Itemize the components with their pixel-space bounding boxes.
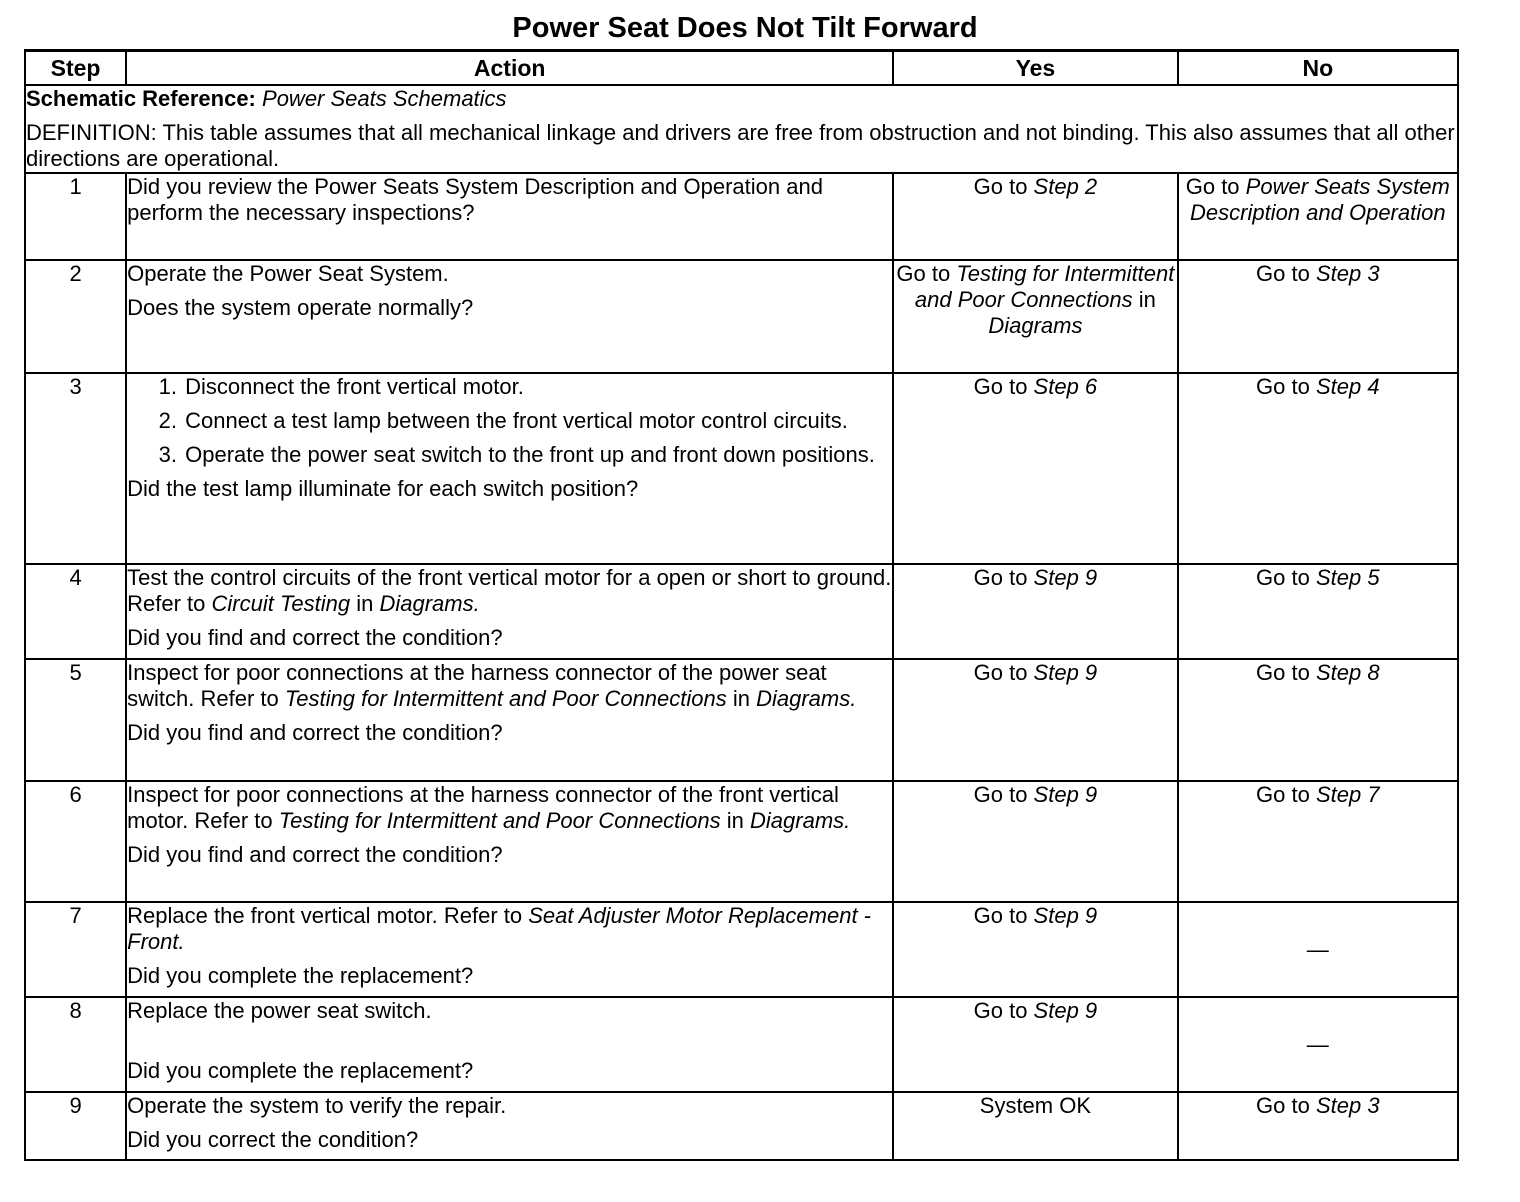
action-cell [126, 997, 893, 1092]
yes-link[interactable]: Step 9 [1033, 782, 1098, 807]
action-question: Did the test lamp illuminate for each switch position? [127, 476, 639, 501]
action-text [127, 565, 892, 617]
action-text-body: Inspect for poor connections at the harness connector of the power seat switch. Refer to [127, 660, 827, 711]
yes-prefix: Go to [973, 782, 1034, 807]
yes-link[interactable]: Step 9 [1033, 565, 1098, 590]
header-step: Step [25, 51, 126, 86]
no-cell [1178, 173, 1458, 260]
dash-mark: — [1306, 936, 1329, 962]
action-text [127, 903, 892, 955]
schematic-reference-link[interactable]: Power Seats Schematics [262, 86, 507, 111]
action-link-2[interactable]: Diagrams. [756, 686, 857, 711]
action-cell [126, 564, 893, 659]
yes-cell [893, 373, 1177, 564]
reference-row [25, 85, 1458, 173]
action-question: Did you complete the replacement? [127, 963, 474, 988]
no-cell [1178, 781, 1458, 902]
action-question: Did you find and correct the condition? [127, 625, 503, 650]
table-row [25, 997, 1458, 1092]
reference-cell [25, 85, 1458, 173]
dash-mark: — [1306, 1031, 1329, 1057]
no-link[interactable]: Step 4 [1315, 374, 1380, 399]
step-number: 7 [25, 902, 126, 997]
yes-prefix: Go to [973, 174, 1034, 199]
action-question: Does the system operate normally? [127, 295, 474, 320]
action-cell [126, 902, 893, 997]
action-question: Did you complete the replacement? [127, 1058, 474, 1083]
action-text: Replace the power seat switch. [127, 998, 432, 1023]
header-row [25, 51, 1458, 86]
list-item: 1. Disconnect the front vertical motor. [183, 374, 892, 400]
yes-link[interactable]: Testing for Intermittent and Poor Connections [914, 261, 1175, 312]
list-item: 2. Connect a test lamp between the front vertical motor control circuits. [183, 408, 892, 434]
step-number: 8 [25, 997, 126, 1092]
table-row [25, 902, 1458, 997]
list-item: 3. Operate the power seat switch to the front up and front down positions. [183, 442, 892, 468]
action-cell [126, 781, 893, 902]
action-text-body: Replace the front vertical motor. Refer to [127, 903, 529, 928]
no-cell [1178, 997, 1458, 1092]
yes-link[interactable]: Step 9 [1033, 903, 1098, 928]
yes-cell [893, 173, 1177, 260]
yes-cell [893, 1092, 1177, 1160]
yes-prefix: Go to [973, 903, 1034, 928]
no-link[interactable]: Power Seats System Description and Operation [1190, 174, 1450, 225]
yes-link[interactable]: Step 2 [1033, 174, 1098, 199]
yes-cell [893, 902, 1177, 997]
no-prefix: Go to [1256, 565, 1316, 590]
action-text-body: Inspect for poor connections at the harness connector of the front vertical motor. Refer to [127, 782, 839, 833]
step-number: 6 [25, 781, 126, 902]
action-list [127, 374, 892, 468]
step-number: 4 [25, 564, 126, 659]
action-mid: in [720, 808, 751, 833]
yes-cell [893, 997, 1177, 1092]
no-link[interactable]: Step 7 [1315, 782, 1380, 807]
no-prefix: Go to [1256, 1093, 1316, 1118]
no-cell [1178, 659, 1458, 781]
yes-cell [893, 781, 1177, 902]
table-row [25, 173, 1458, 260]
no-cell [1178, 564, 1458, 659]
action-link[interactable]: Seat Adjuster Motor Replacement - Front. [127, 903, 872, 954]
no-link[interactable]: Step 8 [1315, 660, 1380, 685]
table-row [25, 659, 1458, 781]
yes-prefix: Go to [973, 565, 1034, 590]
schematic-reference-label: Schematic Reference: [26, 86, 256, 111]
action-text: Operate the system to verify the repair. [127, 1093, 507, 1118]
action-link-2[interactable]: Diagrams. [750, 808, 851, 833]
action-link[interactable]: Testing for Intermittent and Poor Connections [284, 686, 727, 711]
action-question: Did you review the Power Seats System Description and Operation and perform the necessary inspections? [127, 174, 823, 225]
action-mid: in [350, 591, 380, 616]
action-text: Operate the Power Seat System. [127, 261, 449, 286]
action-cell [126, 260, 893, 373]
no-prefix: Go to [1256, 374, 1316, 399]
action-cell [126, 173, 893, 260]
no-cell [1178, 902, 1458, 997]
action-link[interactable]: Circuit Testing [211, 591, 351, 616]
definition-text: DEFINITION: This table assumes that all mechanical linkage and drivers are free from obstruction and not binding. This also assumes that all other directions are operational. [26, 120, 1455, 171]
yes-link[interactable]: Step 9 [1033, 998, 1098, 1023]
no-prefix: Go to [1256, 660, 1316, 685]
yes-mid: in [1132, 287, 1156, 312]
page-title: Power Seat Does Not Tilt Forward [512, 12, 978, 44]
action-question: Did you correct the condition? [127, 1127, 419, 1152]
action-mid: in [726, 686, 757, 711]
yes-link[interactable]: Step 9 [1033, 660, 1098, 685]
step-number: 2 [25, 260, 126, 373]
no-link[interactable]: Step 5 [1315, 565, 1380, 590]
header-yes: Yes [893, 51, 1177, 86]
yes-prefix: Go to [973, 998, 1034, 1023]
no-prefix: Go to [1185, 174, 1246, 199]
yes-cell [893, 564, 1177, 659]
action-cell [126, 373, 893, 564]
table-row [25, 373, 1458, 564]
table-row [25, 1092, 1458, 1160]
diagnostic-table [24, 49, 1459, 1161]
action-text-body: Test the control circuits of the front vertical motor for a open or short to ground. Refer to [127, 565, 892, 616]
no-link[interactable]: Step 3 [1315, 1093, 1380, 1118]
yes-result: System OK [979, 1093, 1092, 1118]
step-number: 9 [25, 1092, 126, 1160]
step-number: 5 [25, 659, 126, 781]
action-question: Did you find and correct the condition? [127, 842, 503, 867]
table-row [25, 564, 1458, 659]
action-text [127, 660, 892, 712]
yes-cell [893, 659, 1177, 781]
step-number: 3 [25, 373, 126, 564]
action-cell [126, 659, 893, 781]
yes-prefix: Go to [896, 261, 957, 286]
no-cell [1178, 260, 1458, 373]
no-prefix: Go to [1256, 782, 1316, 807]
table-row [25, 260, 1458, 373]
table-row [25, 781, 1458, 902]
action-link[interactable]: Testing for Intermittent and Poor Connections [278, 808, 721, 833]
action-question: Did you find and correct the condition? [127, 720, 503, 745]
no-link[interactable]: Step 3 [1315, 261, 1380, 286]
header-action: Action [126, 51, 893, 86]
yes-link[interactable]: Step 6 [1033, 374, 1098, 399]
yes-cell [893, 260, 1177, 373]
header-no: No [1178, 51, 1458, 86]
yes-prefix: Go to [973, 374, 1034, 399]
step-number: 1 [25, 173, 126, 260]
yes-prefix: Go to [973, 660, 1034, 685]
no-cell [1178, 373, 1458, 564]
action-text [127, 782, 892, 834]
no-cell [1178, 1092, 1458, 1160]
no-prefix: Go to [1256, 261, 1316, 286]
yes-link-2[interactable]: Diagrams [988, 313, 1083, 338]
action-link-2[interactable]: Diagrams. [379, 591, 480, 616]
action-cell [126, 1092, 893, 1160]
